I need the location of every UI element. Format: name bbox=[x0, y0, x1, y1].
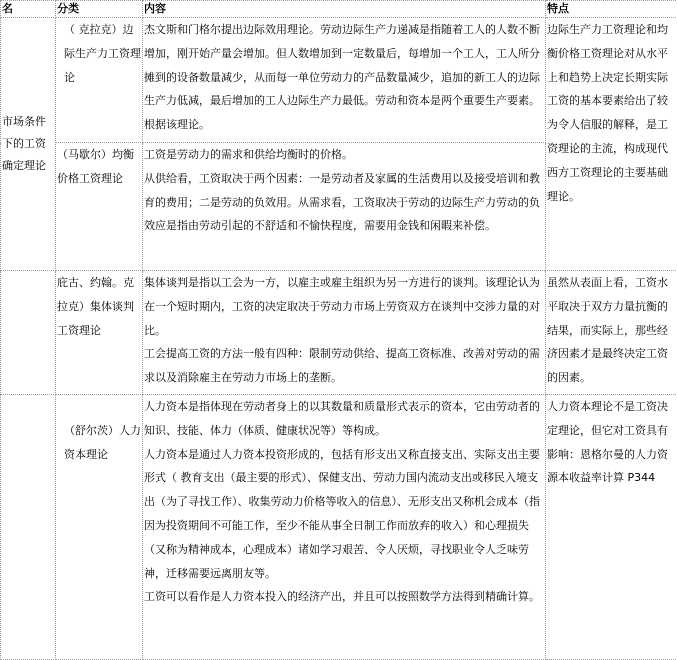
name-cell-empty bbox=[1, 271, 56, 395]
header-name: 名 bbox=[1, 1, 56, 18]
name-cell-empty bbox=[1, 395, 56, 660]
content-paragraph: 工资可以看作是人力资本投入的经济产出，并且可以按照数学方法得到精确计算。 bbox=[144, 590, 540, 604]
feature-cell: 人力资本理论不是工资决定理论，但它对工资具有影响：恩格尔曼的人力资源本收益率计算 P344 bbox=[546, 395, 677, 660]
type-cell: （马歇尔）均衡价格工资理论 bbox=[56, 143, 143, 271]
header-type: 分类 bbox=[56, 1, 143, 18]
feature-cell: 虽然从表面上看，工资水平取决于双方力量抗衡的结果，而实际上，那些经济因素才是最终决定工资的因素。 bbox=[546, 271, 677, 395]
header-feature: 特点 bbox=[546, 1, 677, 18]
type-text: （舒尔茨）人力资本理论 bbox=[64, 424, 141, 461]
content-paragraph: 人力资本是指体现在劳动者身上的以其数量和质量形式表示的资本，它由劳动者的知识、技能、体力（体质、健康状况等）等构成。 bbox=[144, 400, 540, 437]
type-cell: （ 克拉克）边际生产力工资理论 bbox=[56, 18, 143, 143]
content-cell bbox=[143, 271, 546, 395]
header-row bbox=[1, 1, 677, 18]
content-cell bbox=[143, 143, 546, 271]
header-content: 内容 bbox=[143, 1, 546, 18]
category-name: 市场条件下的工资确定理论 bbox=[1, 18, 56, 271]
feature-cell: 边际生产力工资理论和均衡价格工资理论对从水平上和趋势上决定长期实际工资的基本要素给出了较为令人信服的解释，是工资理论的主流，构成现代西方工资理论的主要基础理论。 bbox=[546, 18, 677, 271]
content-cell bbox=[143, 18, 546, 143]
content-cell bbox=[143, 395, 546, 660]
type-cell: 庇古、约翰。克拉克）集体谈判工资理论 bbox=[56, 271, 143, 395]
content-paragraph: 人力资本是通过人力资本投资形成的，包括有形支出又称直接支出、实际支出主要形式（ 教育支出（最主要的形式）、保健支出、劳动力国内流动支出或移民入境支出（为了寻找工作）、收集劳动力价格等收入的信息）、无形支出又称机会成本（指因为投资期间不可能工作，至少不能从事全日制工作而放弃的收入）和心理损失（又称为精神成本，心理成本）诸如学习艰苦、令人厌烦，寻找职业令人乏味劳神，迁移需要远离朋友等。 bbox=[144, 447, 540, 580]
content-paragraph: 集体谈判是指以工会为一方，以雇主或雇主组织为另一方进行的谈判。该理论认为在一个短时期内，工资的决定取决于劳动力市场上劳资双方在谈判中交涉力量的对比。 bbox=[144, 276, 540, 337]
table-row bbox=[1, 395, 677, 660]
table-row bbox=[1, 18, 677, 143]
type-cell bbox=[56, 395, 143, 660]
content-paragraph: 从供给看，工资取决于两个因素：一是劳动者及家属的生活费用以及接受培训和教育的费用；二是劳动的负效用。从需求看，工资取决于劳动的边际生产力劳动的负效应是指由劳动引起的不舒适和不愉快程度，需要用金钱和闲暇来补偿。 bbox=[144, 171, 540, 233]
content-paragraph: 杰文斯和门格尔提出边际效用理论。劳动边际生产力递减是指随着工人的人数不断增加，刚开始产量会增加。但人数增加到一定数量后，每增加一个工人，工人所分摊到的设备数量减少，从而每一单位劳动力的产品数量减少，追加的新工人的边际生产力低减，最后增加的工人边际生产力最低。劳动和资本是两个重要生产要素。根据该理论。 bbox=[144, 23, 540, 132]
content-paragraph: 工资是劳动力的需求和供给均衡时的价格。 bbox=[144, 148, 353, 161]
content-paragraph: 工会提高工资的方法一般有四种：限制劳动供给、提高工资标准、改善对劳动的需求以及消除雇主在劳动力市场上的垄断。 bbox=[144, 347, 540, 385]
table-row bbox=[1, 271, 677, 395]
